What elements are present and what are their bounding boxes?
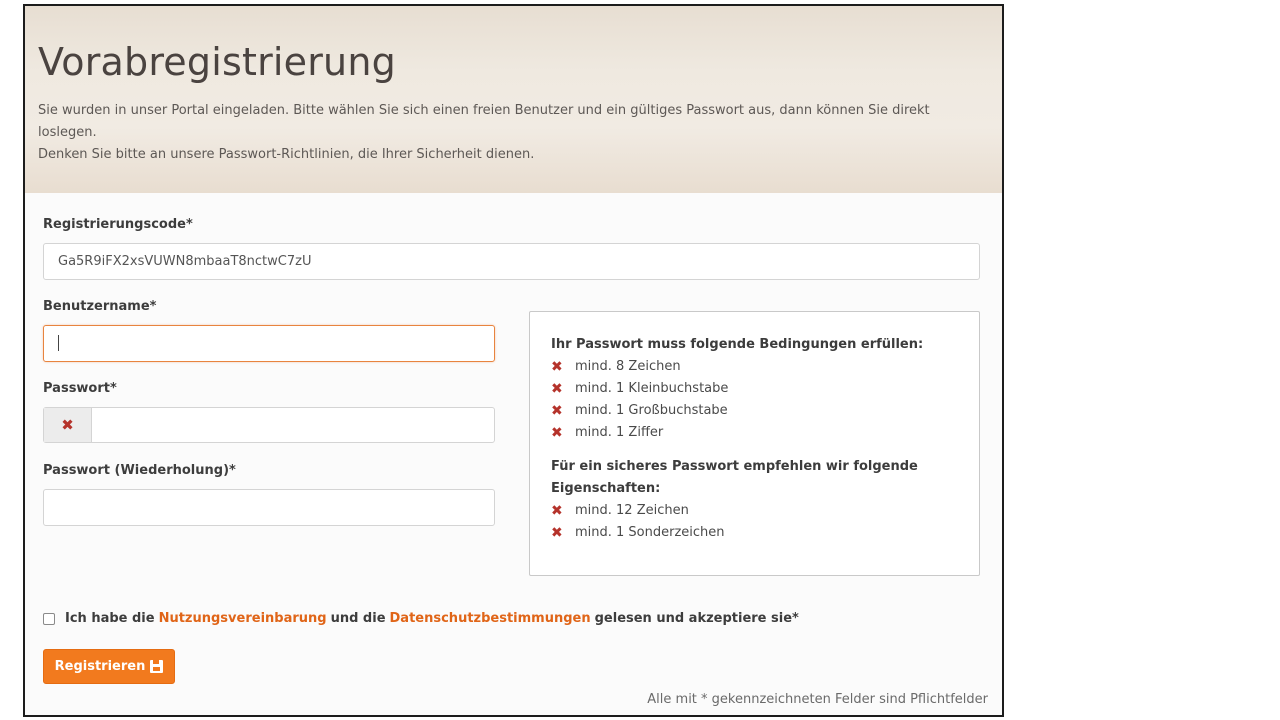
list-item	[551, 400, 959, 422]
intro-text	[38, 100, 968, 166]
save-icon	[150, 660, 163, 673]
rule-text: mind. 1 Großbuchstabe	[575, 403, 728, 418]
password-repeat-label: Passwort (Wiederholung)*	[43, 463, 236, 478]
rule-text: mind. 1 Sonderzeichen	[575, 525, 725, 540]
recommended-rules-list	[551, 500, 959, 544]
registration-code-input[interactable]	[43, 243, 980, 280]
username-label: Benutzername*	[43, 299, 157, 314]
consent-checkbox[interactable]	[43, 613, 55, 625]
x-icon: ✖	[551, 525, 563, 541]
consent-text-middle: und die	[330, 611, 386, 626]
rule-text: mind. 1 Ziffer	[575, 425, 664, 440]
list-item	[551, 522, 959, 544]
list-item	[551, 500, 959, 522]
required-fields-note: Alle mit * gekennzeichneten Felder sind Pflichtfelder	[647, 692, 988, 707]
intro-line-1: Sie wurden in unser Portal eingeladen. Bitte wählen Sie sich einen freien Benutzer und ein gültiges Passwort aus, dann können Sie direkt loslegen.	[38, 103, 930, 140]
rule-text: mind. 8 Zeichen	[575, 359, 681, 374]
x-icon: ✖	[551, 381, 563, 397]
terms-link[interactable]: Nutzungsvereinbarung	[158, 611, 327, 626]
password-rules-panel	[529, 311, 980, 576]
x-icon: ✖	[551, 359, 563, 375]
register-button-label: Registrieren	[54, 659, 146, 674]
register-button[interactable]	[43, 649, 175, 684]
required-rules-list	[551, 356, 959, 444]
consent-text-before: Ich habe die	[65, 611, 155, 626]
registration-form	[25, 193, 1002, 715]
recommended-rules-heading: Für ein sicheres Passwort empfehlen wir folgende Eigenschaften:	[551, 459, 918, 496]
page-title: Vorabregistrierung	[38, 40, 396, 84]
x-icon: ✖	[551, 425, 563, 441]
x-icon: ✖	[551, 403, 563, 419]
username-input[interactable]	[43, 325, 495, 362]
rule-text: mind. 12 Zeichen	[575, 503, 689, 518]
x-icon: ✖	[551, 503, 563, 519]
privacy-link[interactable]: Datenschutzbestimmungen	[389, 611, 591, 626]
x-icon: ✖	[61, 416, 74, 434]
password-status-addon	[44, 408, 92, 442]
header-banner	[25, 6, 1002, 193]
intro-line-2: Denken Sie bitte an unsere Passwort-Richtlinien, die Ihrer Sicherheit dienen.	[38, 147, 535, 162]
list-item	[551, 378, 959, 400]
registration-code-label: Registrierungscode*	[43, 217, 193, 232]
consent-row	[43, 611, 799, 626]
rule-text: mind. 1 Kleinbuchstabe	[575, 381, 729, 396]
list-item	[551, 356, 959, 378]
password-input[interactable]	[43, 407, 495, 443]
list-item	[551, 422, 959, 444]
text-caret	[58, 335, 59, 351]
consent-text-after: gelesen und akzeptiere sie*	[594, 611, 799, 626]
password-repeat-input[interactable]	[43, 489, 495, 526]
required-rules-heading: Ihr Passwort muss folgende Bedingungen erfüllen:	[551, 337, 924, 352]
password-label: Passwort*	[43, 381, 117, 396]
registration-window	[23, 4, 1004, 717]
